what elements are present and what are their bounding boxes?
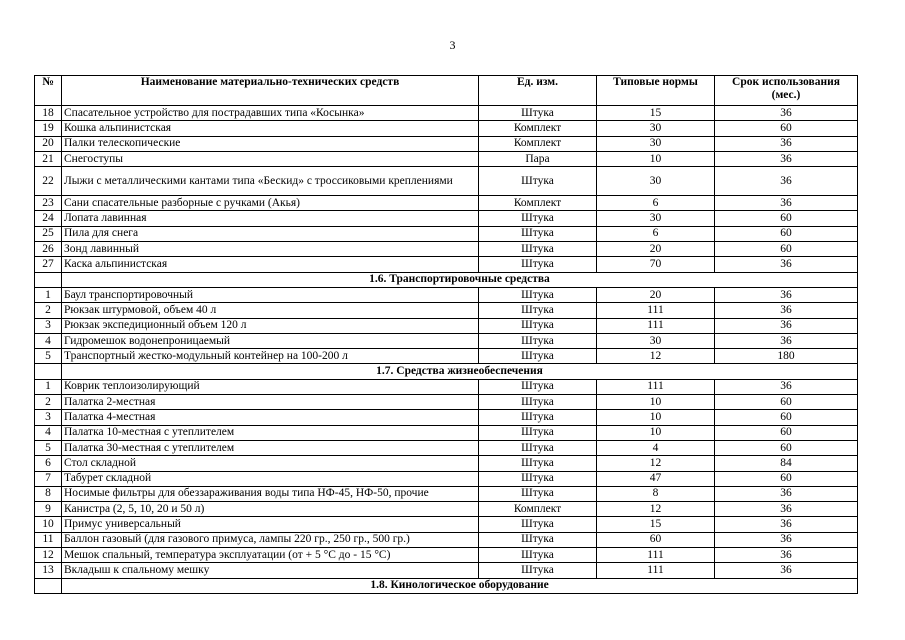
table-row [35, 242, 858, 257]
header-term: Срок использования (мес.) [715, 76, 858, 106]
cell-norm: 30 [597, 136, 715, 151]
cell-unit: Штука [479, 318, 597, 333]
cell-norm: 10 [597, 395, 715, 410]
cell-unit: Штука [479, 548, 597, 563]
cell-num: 11 [35, 532, 62, 547]
cell-unit: Штука [479, 106, 597, 121]
cell-norm: 10 [597, 410, 715, 425]
section-row [35, 272, 858, 287]
cell-norm: 30 [597, 333, 715, 348]
cell-term: 60 [715, 471, 858, 486]
section-heading-cynology: 1.8. Кинологическое оборудование [62, 578, 858, 593]
page-number: 3 [449, 38, 456, 52]
table-row [35, 486, 858, 501]
cell-num: 22 [35, 167, 62, 196]
cell-unit: Комплект [479, 121, 597, 136]
cell-num: 23 [35, 196, 62, 211]
table-row [35, 425, 858, 440]
cell-num: 9 [35, 502, 62, 517]
table-row [35, 502, 858, 517]
cell-norm: 6 [597, 226, 715, 241]
cell-term: 60 [715, 425, 858, 440]
cell-norm: 6 [597, 196, 715, 211]
section-num-cell [35, 364, 62, 379]
cell-unit: Штука [479, 226, 597, 241]
cell-name: Лопата лавинная [62, 211, 479, 226]
section-heading-life-support: 1.7. Средства жизнеобеспечения [62, 364, 858, 379]
cell-norm: 30 [597, 211, 715, 226]
cell-num: 6 [35, 456, 62, 471]
cell-term: 36 [715, 287, 858, 302]
cell-unit: Штука [479, 287, 597, 302]
cell-name: Коврик теплоизолирующий [62, 379, 479, 394]
cell-num: 10 [35, 517, 62, 532]
header-name: Наименование материально-технических средств [62, 76, 479, 106]
cell-num: 12 [35, 548, 62, 563]
table-row [35, 379, 858, 394]
table-row [35, 517, 858, 532]
cell-name: Стол складной [62, 456, 479, 471]
cell-num: 1 [35, 379, 62, 394]
cell-unit: Пара [479, 151, 597, 166]
equipment-table [34, 75, 858, 594]
cell-unit: Штука [479, 456, 597, 471]
table-row [35, 257, 858, 272]
cell-name: Каска альпинистская [62, 257, 479, 272]
cell-norm: 15 [597, 106, 715, 121]
cell-norm: 111 [597, 563, 715, 578]
table-row [35, 226, 858, 241]
cell-name: Примус универсальный [62, 517, 479, 532]
cell-num: 5 [35, 349, 62, 364]
cell-term: 180 [715, 349, 858, 364]
table-row [35, 211, 858, 226]
cell-unit: Штука [479, 486, 597, 501]
table-row [35, 395, 858, 410]
cell-norm: 20 [597, 287, 715, 302]
cell-unit: Штука [479, 410, 597, 425]
cell-term: 36 [715, 532, 858, 547]
cell-name: Рюкзак экспедиционный объем 120 л [62, 318, 479, 333]
cell-term: 36 [715, 379, 858, 394]
cell-name: Вкладыш к спальному мешку [62, 563, 479, 578]
cell-unit: Штука [479, 471, 597, 486]
cell-norm: 70 [597, 257, 715, 272]
cell-unit: Комплект [479, 136, 597, 151]
cell-name: Носимые фильтры для обеззараживания воды типа НФ-45, НФ-50, прочие [62, 486, 479, 501]
table-row [35, 287, 858, 302]
cell-norm: 4 [597, 440, 715, 455]
cell-term: 60 [715, 395, 858, 410]
cell-term: 36 [715, 502, 858, 517]
cell-name: Канистра (2, 5, 10, 20 и 50 л) [62, 502, 479, 517]
cell-num: 25 [35, 226, 62, 241]
cell-name: Мешок спальный, температура эксплуатации (от + 5 °С до - 15 °С) [62, 548, 479, 563]
section-row [35, 364, 858, 379]
section-num-cell [35, 578, 62, 593]
cell-num: 8 [35, 486, 62, 501]
table-row [35, 333, 858, 348]
section-heading-transport: 1.6. Транспортировочные средства [62, 272, 858, 287]
cell-num: 5 [35, 440, 62, 455]
cell-num: 2 [35, 395, 62, 410]
cell-unit: Штука [479, 167, 597, 196]
cell-unit: Штука [479, 425, 597, 440]
cell-term: 36 [715, 563, 858, 578]
cell-unit: Штука [479, 303, 597, 318]
cell-term: 36 [715, 318, 858, 333]
cell-norm: 111 [597, 548, 715, 563]
cell-norm: 111 [597, 379, 715, 394]
cell-term: 36 [715, 486, 858, 501]
cell-name: Спасательное устройство для пострадавших типа «Косынка» [62, 106, 479, 121]
cell-name: Палки телескопические [62, 136, 479, 151]
cell-name: Кошка альпинистская [62, 121, 479, 136]
table-row [35, 318, 858, 333]
cell-num: 24 [35, 211, 62, 226]
cell-num: 7 [35, 471, 62, 486]
cell-name: Палатка 2-местная [62, 395, 479, 410]
cell-norm: 20 [597, 242, 715, 257]
cell-unit: Штука [479, 379, 597, 394]
cell-term: 36 [715, 167, 858, 196]
cell-name: Транспортный жестко-модульный контейнер на 100-200 л [62, 349, 479, 364]
cell-name: Палатка 4-местная [62, 410, 479, 425]
cell-norm: 10 [597, 151, 715, 166]
table-header-row [35, 76, 858, 106]
cell-unit: Штука [479, 349, 597, 364]
cell-norm: 12 [597, 349, 715, 364]
cell-num: 3 [35, 318, 62, 333]
table-row [35, 136, 858, 151]
cell-name: Гидромешок водонепроницаемый [62, 333, 479, 348]
cell-term: 84 [715, 456, 858, 471]
cell-name: Баул транспортировочный [62, 287, 479, 302]
table-row [35, 471, 858, 486]
cell-num: 26 [35, 242, 62, 257]
cell-norm: 30 [597, 167, 715, 196]
cell-name: Пила для снега [62, 226, 479, 241]
cell-term: 36 [715, 151, 858, 166]
cell-term: 36 [715, 257, 858, 272]
cell-norm: 60 [597, 532, 715, 547]
table-row [35, 106, 858, 121]
cell-name: Зонд лавинный [62, 242, 479, 257]
cell-norm: 47 [597, 471, 715, 486]
table-row [35, 121, 858, 136]
header-norm: Типовые нормы [597, 76, 715, 106]
cell-unit: Штука [479, 211, 597, 226]
cell-term: 60 [715, 211, 858, 226]
cell-term: 60 [715, 242, 858, 257]
cell-num: 18 [35, 106, 62, 121]
cell-norm: 8 [597, 486, 715, 501]
cell-term: 60 [715, 226, 858, 241]
cell-term: 60 [715, 410, 858, 425]
cell-term: 36 [715, 333, 858, 348]
table-row [35, 440, 858, 455]
cell-norm: 111 [597, 303, 715, 318]
cell-term: 36 [715, 548, 858, 563]
cell-num: 27 [35, 257, 62, 272]
cell-term: 36 [715, 517, 858, 532]
table-row [35, 167, 858, 196]
cell-unit: Штука [479, 440, 597, 455]
cell-num: 1 [35, 287, 62, 302]
cell-unit: Комплект [479, 502, 597, 517]
cell-unit: Штука [479, 532, 597, 547]
cell-term: 60 [715, 440, 858, 455]
table-row [35, 532, 858, 547]
cell-unit: Штука [479, 257, 597, 272]
header-unit: Ед. изм. [479, 76, 597, 106]
cell-num: 4 [35, 333, 62, 348]
cell-norm: 30 [597, 121, 715, 136]
cell-num: 2 [35, 303, 62, 318]
cell-name: Рюкзак штурмовой, объем 40 л [62, 303, 479, 318]
cell-name: Палатка 30-местная с утеплителем [62, 440, 479, 455]
cell-term: 36 [715, 303, 858, 318]
cell-unit: Комплект [479, 196, 597, 211]
cell-name: Лыжи с металлическими кантами типа «Бескид» с троссиковыми креплениями [62, 167, 479, 196]
cell-term: 36 [715, 136, 858, 151]
cell-name: Табурет складной [62, 471, 479, 486]
section-row [35, 578, 858, 593]
cell-num: 21 [35, 151, 62, 166]
section-num-cell [35, 272, 62, 287]
cell-name: Сани спасательные разборные с ручками (Акья) [62, 196, 479, 211]
cell-unit: Штука [479, 395, 597, 410]
table-row [35, 196, 858, 211]
table-row [35, 349, 858, 364]
cell-unit: Штука [479, 563, 597, 578]
cell-num: 3 [35, 410, 62, 425]
cell-term: 36 [715, 106, 858, 121]
header-num: № [35, 76, 62, 106]
table-row [35, 151, 858, 166]
table-row [35, 303, 858, 318]
cell-name: Палатка 10-местная с утеплителем [62, 425, 479, 440]
cell-term: 60 [715, 121, 858, 136]
cell-norm: 10 [597, 425, 715, 440]
cell-unit: Штука [479, 517, 597, 532]
cell-num: 20 [35, 136, 62, 151]
cell-term: 36 [715, 196, 858, 211]
table-row [35, 410, 858, 425]
table-row [35, 548, 858, 563]
table-body [35, 106, 858, 594]
cell-norm: 12 [597, 502, 715, 517]
cell-norm: 12 [597, 456, 715, 471]
table-row [35, 456, 858, 471]
cell-unit: Штука [479, 242, 597, 257]
cell-norm: 15 [597, 517, 715, 532]
cell-name: Снегоступы [62, 151, 479, 166]
cell-num: 19 [35, 121, 62, 136]
table-row [35, 563, 858, 578]
cell-name: Баллон газовый (для газового примуса, лампы 220 гр., 250 гр., 500 гр.) [62, 532, 479, 547]
cell-norm: 111 [597, 318, 715, 333]
cell-num: 4 [35, 425, 62, 440]
cell-unit: Штука [479, 333, 597, 348]
cell-num: 13 [35, 563, 62, 578]
